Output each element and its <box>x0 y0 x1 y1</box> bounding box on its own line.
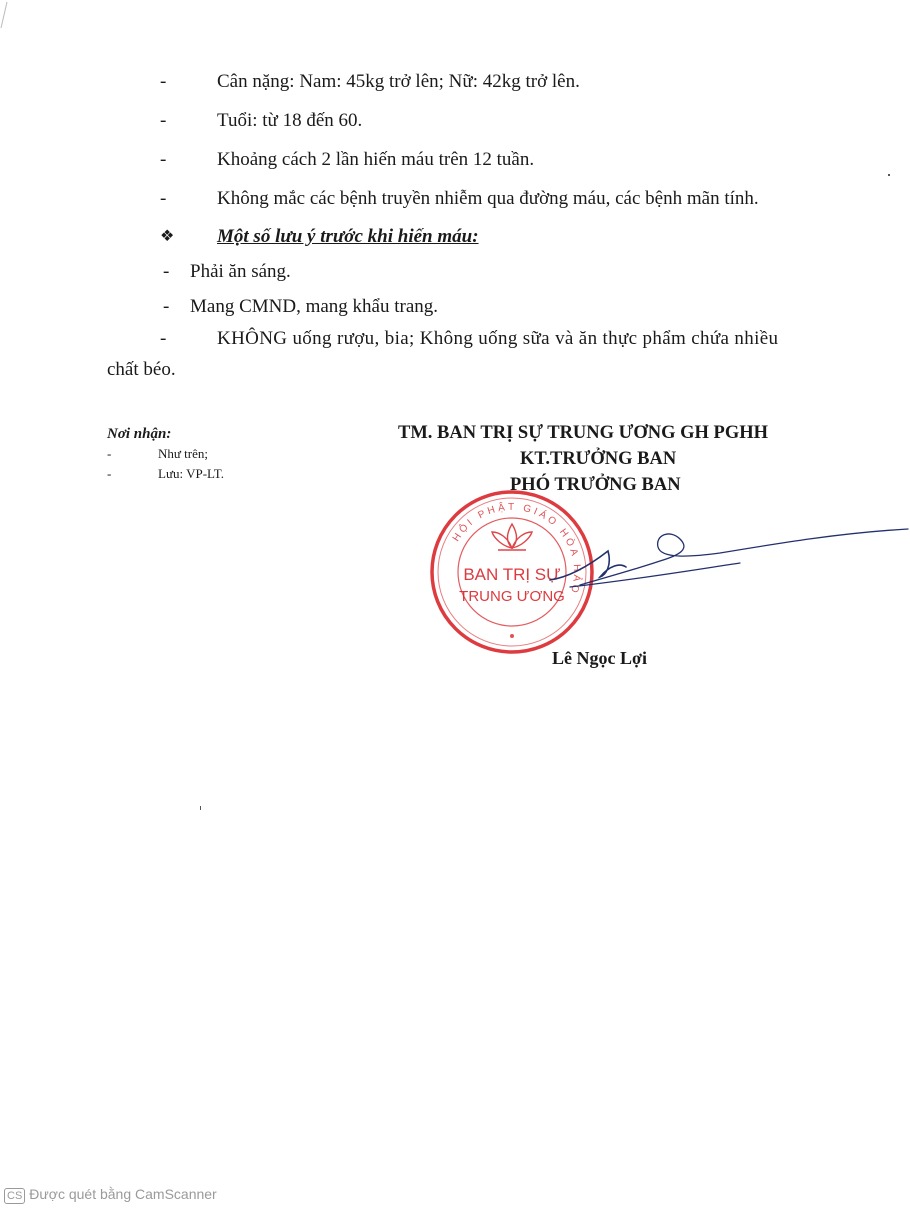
diamond-bullet-icon: ❖ <box>160 228 175 245</box>
recipient-item: Lưu: VP-LT. <box>158 466 225 481</box>
requirement-weight: Cân nặng: Nam: 45kg trở lên; Nữ: 42kg trở lên. <box>217 71 580 92</box>
camscanner-watermark <box>4 1185 217 1204</box>
requirement-age: Tuổi: từ 18 đến 60. <box>217 110 363 131</box>
camscanner-logo: CS <box>4 1188 25 1204</box>
list-dash: - <box>160 71 167 92</box>
note-no-alcohol-line2: chất béo. <box>107 359 176 380</box>
notes-heading: Một số lưu ý trước khi hiến máu: <box>217 226 479 247</box>
recipient-dash: - <box>107 446 112 461</box>
scan-artifact <box>0 0 20 40</box>
camscanner-text: Được quét bằng CamScanner <box>29 1186 217 1202</box>
scan-speck <box>888 174 890 176</box>
recipients-title: Nơi nhận: <box>107 426 172 442</box>
list-dash: - <box>160 110 167 131</box>
note-no-alcohol-line1: KHÔNG uống rượu, bia; Không uống sữa và ăn thực phẩm chứa nhiều <box>217 328 779 349</box>
signer-name: Lê Ngọc Lợi <box>552 648 647 668</box>
list-dash: - <box>163 296 170 317</box>
handwritten-signature <box>540 505 910 615</box>
requirement-interval: Khoảng cách 2 lần hiến máu trên 12 tuần. <box>217 149 535 170</box>
stamp-line1: BAN TRỊ SỰ <box>463 565 561 584</box>
scan-speck <box>200 806 201 810</box>
list-dash: - <box>160 149 167 170</box>
signature-position-1: KT.TRƯỞNG BAN <box>520 449 677 469</box>
stamp-line2: TRUNG ƯƠNG <box>459 588 565 605</box>
recipient-item: Như trên; <box>158 446 209 461</box>
signature-position-2: PHÓ TRƯỞNG BAN <box>510 475 681 495</box>
requirement-health: Không mắc các bệnh truyền nhiễm qua đường máu, các bệnh mãn tính. <box>217 188 759 209</box>
list-dash: - <box>163 261 170 282</box>
list-dash: - <box>160 328 167 349</box>
svg-text:HỘI PHẬT GIÁO HÒA HẢO: HỘI PHẬT GIÁO HÒA HẢO <box>450 501 583 597</box>
note-id-mask: Mang CMND, mang khẩu trang. <box>190 296 439 317</box>
note-breakfast: Phải ăn sáng. <box>190 261 291 282</box>
list-dash: - <box>160 188 167 209</box>
signature-org-title: TM. BAN TRỊ SỰ TRUNG ƯƠNG GH PGHH <box>398 423 769 443</box>
recipient-dash: - <box>107 466 112 481</box>
